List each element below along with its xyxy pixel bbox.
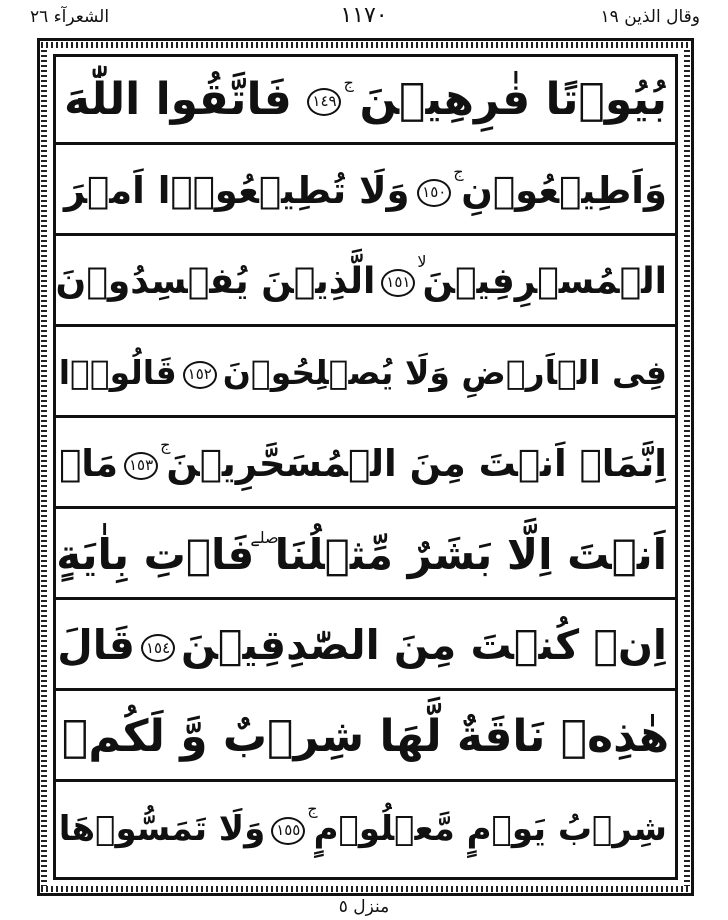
verse-line (56, 785, 675, 873)
verse-text-right: الۡمُسۡرِفِیۡنَ (422, 260, 667, 302)
verse-separator (265, 799, 318, 846)
verse-line (56, 57, 675, 145)
waqf-mark: ج (160, 435, 171, 454)
ayah-number-marker: ١٥٢ (183, 361, 217, 389)
verse-text-right: اَنۡتَ اِلَّا بَشَرٌ مِّثۡلُنَا (274, 529, 667, 579)
verse-line (56, 421, 675, 509)
surah-label: الشعرآء ٢٦ (30, 7, 110, 27)
verse-line (56, 694, 675, 782)
ayah-number-marker: ١٥٠ (417, 179, 451, 207)
verse-separator (250, 527, 279, 576)
verse-separator (177, 356, 223, 389)
verse-line (56, 603, 675, 691)
verse-text-right: وَاَطِیۡعُوۡنِ (461, 169, 667, 212)
ayah-number-marker: ١٤٩ (307, 88, 341, 116)
ayah-number-marker: ١٥٣ (124, 452, 158, 480)
verse-text-right: اِنَّمَاۤ اَنۡتَ مِنَ الۡمُسَحَّرِیۡنَ (166, 442, 667, 485)
page-number: ١١٧٠ (340, 3, 388, 28)
verse-text-left: الَّذِیۡنَ یُفۡسِدُوۡنَ (55, 260, 376, 302)
verse-separator (118, 435, 171, 482)
verse-line (56, 512, 675, 600)
verse-line (56, 239, 675, 327)
verse-text-left: قَالُوۡۤا (58, 353, 177, 392)
verse-line (56, 330, 675, 418)
verse-text-left: فَاتَّقُوا اللّٰهَ (64, 73, 292, 125)
verse-text-right: اِنۡ کُنۡتَ مِنَ الصّٰدِقِیۡنَ (181, 621, 667, 669)
verse-text-right: بُیُوۡتًا فٰرِهِیۡنَ (359, 73, 667, 125)
waqf-mark: لا (417, 251, 427, 271)
page-header (0, 0, 728, 38)
verse-text-left: مَاۤ (59, 442, 119, 485)
waqf-mark: ج (343, 72, 354, 92)
verse-separator (135, 625, 181, 666)
verse-separator (411, 162, 464, 209)
ayah-number-marker: ١٥٤ (141, 634, 175, 662)
manzil-label: منزل ٥ (338, 897, 390, 917)
verse-text-right: فِی الۡاَرۡضِ وَلَا یُصۡلِحُوۡنَ (222, 353, 667, 392)
ayah-number-marker: ١٥١ (381, 269, 415, 297)
waqf-mark: ج (453, 162, 464, 181)
verse-text-left: وَلَا تَمَسُّوۡهَا (58, 809, 266, 849)
verse-text-left: وَلَا تُطِیۡعُوۡۤا اَمۡرَ (64, 169, 410, 212)
verse-separator (375, 251, 427, 300)
waqf-mark: ج (307, 799, 318, 818)
verse-separator (301, 72, 354, 122)
verse-text-left: قَالَ (57, 621, 136, 669)
ayah-number-marker: ١٥٥ (271, 817, 305, 845)
waqf-mark: صلے (250, 527, 279, 547)
verse-text-right: هٰذِهٖ نَاقَةٌ لَّهَا شِرۡبٌ وَّ لَکُمۡ (61, 710, 670, 762)
verse-line (56, 148, 675, 236)
verse-text-left: فَاۡتِ بِاٰیَةٍ (56, 529, 255, 579)
verse-text-right: شِرۡبُ یَوۡمٍ مَّعۡلُوۡمٍ (313, 809, 667, 849)
juz-label: وقال الذين ١٩ (600, 7, 700, 27)
